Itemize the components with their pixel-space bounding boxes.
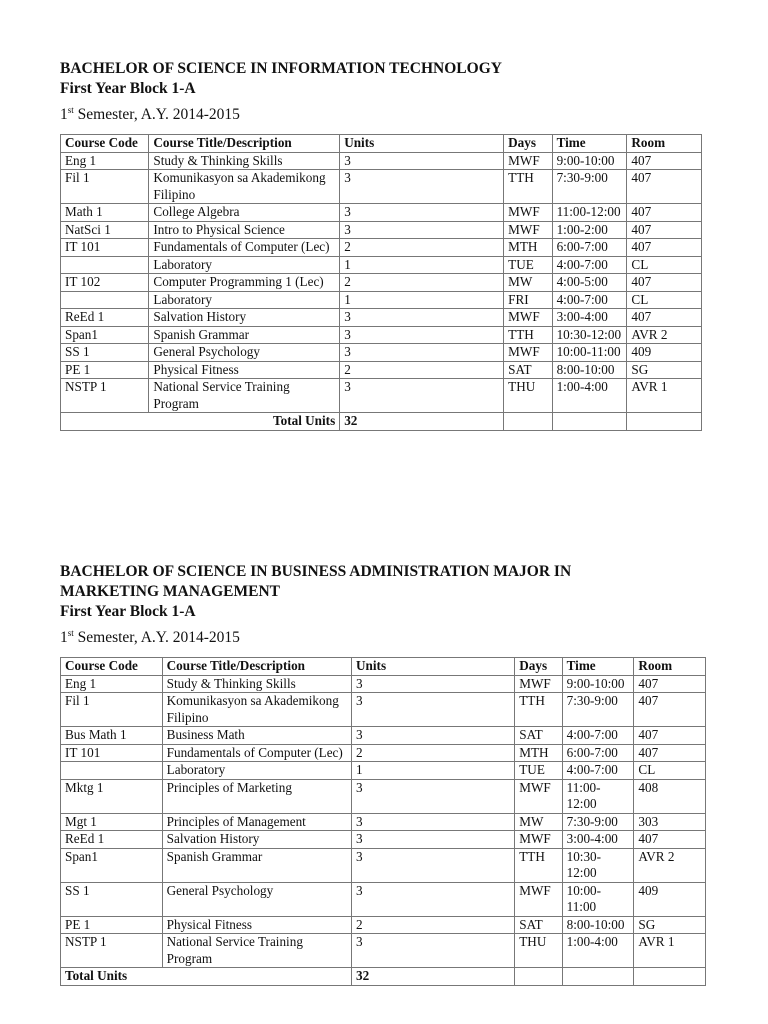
cell-units: 3	[352, 675, 515, 693]
table-row	[61, 916, 706, 934]
table-row	[61, 813, 706, 831]
cell-days: MTH	[504, 239, 552, 257]
block-label: First Year Block 1-A	[60, 603, 196, 620]
cell-room: SG	[627, 361, 702, 379]
cell-course-title: Fundamentals of Computer (Lec)	[162, 744, 351, 762]
cell-days: MWF	[504, 204, 552, 222]
table-row	[61, 934, 706, 968]
table-row	[61, 675, 706, 693]
cell-days: THU	[504, 379, 552, 413]
cell-days: TTH	[504, 326, 552, 344]
table-cell	[634, 968, 706, 986]
semester-label: 1st Semester, A.Y. 2014-2015	[60, 628, 240, 647]
cell-time: 6:00-7:00	[562, 744, 634, 762]
cell-course-title: Salvation History	[162, 831, 351, 849]
table-cell	[504, 413, 552, 431]
cell-units: 3	[340, 152, 504, 170]
cell-course-code: IT 102	[61, 274, 149, 292]
cell-course-code	[61, 256, 149, 274]
cell-course-code: Mktg 1	[61, 779, 163, 813]
cell-course-title: National Service Training Program	[162, 934, 351, 968]
table-row	[61, 831, 706, 849]
cell-time: 4:00-7:00	[562, 762, 634, 780]
cell-units: 2	[340, 274, 504, 292]
cell-units: 3	[352, 693, 515, 727]
cell-time: 3:00-4:00	[562, 831, 634, 849]
cell-units: 3	[340, 344, 504, 362]
cell-course-title: Principles of Marketing	[162, 779, 351, 813]
cell-days: MWF	[504, 221, 552, 239]
cell-units: 3	[352, 831, 515, 849]
cell-days: THU	[515, 934, 562, 968]
cell-time: 1:00-4:00	[552, 379, 627, 413]
cell-course-code: Fil 1	[61, 693, 163, 727]
cell-days: TTH	[515, 848, 562, 882]
cell-room: CL	[634, 762, 706, 780]
table-row	[61, 762, 706, 780]
cell-course-title: Salvation History	[149, 309, 340, 327]
cell-time: 8:00-10:00	[562, 916, 634, 934]
cell-course-code: Fil 1	[61, 170, 149, 204]
cell-units: 3	[352, 779, 515, 813]
cell-units: 3	[340, 170, 504, 204]
cell-course-title: General Psychology	[149, 344, 340, 362]
cell-days: MW	[504, 274, 552, 292]
cell-days: SAT	[504, 361, 552, 379]
cell-time: 11:00-12:00	[562, 779, 634, 813]
cell-days: FRI	[504, 291, 552, 309]
cell-room: SG	[634, 916, 706, 934]
cell-course-code: ReEd 1	[61, 831, 163, 849]
cell-days: MWF	[515, 779, 562, 813]
cell-course-code: Span1	[61, 326, 149, 344]
cell-units: 3	[352, 848, 515, 882]
cell-course-title: General Psychology	[162, 882, 351, 916]
cell-room: 407	[634, 693, 706, 727]
cell-days: TTH	[515, 693, 562, 727]
schedule-table	[60, 134, 702, 431]
cell-time: 11:00-12:00	[552, 204, 627, 222]
cell-room: AVR 1	[634, 934, 706, 968]
cell-course-title: Computer Programming 1 (Lec)	[149, 274, 340, 292]
cell-units: 3	[340, 204, 504, 222]
table-cell	[562, 968, 634, 986]
table-row	[61, 361, 702, 379]
semester-label: 1st Semester, A.Y. 2014-2015	[60, 105, 240, 124]
cell-units: 3	[340, 309, 504, 327]
cell-time: 4:00-7:00	[562, 727, 634, 745]
cell-units: 2	[340, 361, 504, 379]
cell-course-code: IT 101	[61, 239, 149, 257]
total-units-value: 32	[340, 413, 504, 431]
cell-room: 407	[627, 274, 702, 292]
header-days: Days	[515, 658, 562, 676]
cell-time: 9:00-10:00	[552, 152, 627, 170]
header-course-code: Course Code	[61, 658, 163, 676]
block-label: First Year Block 1-A	[60, 80, 196, 97]
cell-days: MWF	[504, 152, 552, 170]
cell-course-code: PE 1	[61, 916, 163, 934]
cell-course-title: Physical Fitness	[149, 361, 340, 379]
table-row	[61, 727, 706, 745]
header-room: Room	[634, 658, 706, 676]
cell-course-code: Mgt 1	[61, 813, 163, 831]
cell-time: 7:30-9:00	[562, 693, 634, 727]
cell-room: 407	[634, 675, 706, 693]
header-time: Time	[562, 658, 634, 676]
cell-course-code: SS 1	[61, 882, 163, 916]
cell-course-title: Laboratory	[149, 291, 340, 309]
cell-course-code: ReEd 1	[61, 309, 149, 327]
table-row	[61, 274, 702, 292]
cell-course-code: Span1	[61, 848, 163, 882]
cell-time: 3:00-4:00	[552, 309, 627, 327]
header-course-code: Course Code	[61, 135, 149, 153]
cell-days: MWF	[515, 675, 562, 693]
table-row	[61, 379, 702, 413]
cell-course-title: Komunikasyon sa Akademikong Filipino	[149, 170, 340, 204]
cell-days: TUE	[504, 256, 552, 274]
cell-units: 3	[340, 379, 504, 413]
cell-room: 407	[627, 204, 702, 222]
cell-course-title: Physical Fitness	[162, 916, 351, 934]
cell-course-title: Fundamentals of Computer (Lec)	[149, 239, 340, 257]
cell-days: SAT	[515, 916, 562, 934]
cell-course-code	[61, 291, 149, 309]
table-row	[61, 693, 706, 727]
cell-room: CL	[627, 291, 702, 309]
cell-time: 1:00-2:00	[552, 221, 627, 239]
cell-time: 4:00-5:00	[552, 274, 627, 292]
table-row	[61, 848, 706, 882]
cell-course-code: NSTP 1	[61, 379, 149, 413]
cell-units: 2	[352, 744, 515, 762]
cell-time: 7:30-9:00	[552, 170, 627, 204]
cell-time: 4:00-7:00	[552, 256, 627, 274]
cell-course-code: Eng 1	[61, 675, 163, 693]
table-cell	[627, 413, 702, 431]
cell-room: 408	[634, 779, 706, 813]
cell-units: 2	[340, 239, 504, 257]
cell-days: MW	[515, 813, 562, 831]
total-units-value: 32	[352, 968, 515, 986]
table-cell	[552, 413, 627, 431]
table-header-row	[61, 135, 702, 153]
header-room: Room	[627, 135, 702, 153]
cell-units: 3	[352, 934, 515, 968]
table-row	[61, 204, 702, 222]
cell-course-title: Laboratory	[149, 256, 340, 274]
cell-course-code: SS 1	[61, 344, 149, 362]
header-days: Days	[504, 135, 552, 153]
cell-time: 7:30-9:00	[562, 813, 634, 831]
cell-course-title: Spanish Grammar	[162, 848, 351, 882]
cell-room: AVR 1	[627, 379, 702, 413]
table-row	[61, 256, 702, 274]
cell-course-title: Study & Thinking Skills	[162, 675, 351, 693]
header-course-title: Course Title/Description	[162, 658, 351, 676]
cell-course-code: Bus Math 1	[61, 727, 163, 745]
header-course-title: Course Title/Description	[149, 135, 340, 153]
table-cell	[515, 968, 562, 986]
cell-course-code: PE 1	[61, 361, 149, 379]
cell-room: 407	[634, 831, 706, 849]
cell-room: 409	[634, 882, 706, 916]
total-row	[61, 413, 702, 431]
cell-units: 3	[340, 326, 504, 344]
cell-course-title: National Service Training Program	[149, 379, 340, 413]
header-time: Time	[552, 135, 627, 153]
table-row	[61, 309, 702, 327]
cell-room: 407	[634, 744, 706, 762]
table-row	[61, 291, 702, 309]
cell-units: 3	[352, 813, 515, 831]
header-units: Units	[352, 658, 515, 676]
cell-course-code: Eng 1	[61, 152, 149, 170]
cell-days: TTH	[504, 170, 552, 204]
cell-course-code: Math 1	[61, 204, 149, 222]
cell-course-title: Principles of Management	[162, 813, 351, 831]
cell-course-title: Intro to Physical Science	[149, 221, 340, 239]
header-units: Units	[340, 135, 504, 153]
table-header-row	[61, 658, 706, 676]
table-row	[61, 779, 706, 813]
cell-days: MWF	[504, 309, 552, 327]
cell-units: 3	[340, 221, 504, 239]
cell-course-title: Spanish Grammar	[149, 326, 340, 344]
cell-time: 8:00-10:00	[552, 361, 627, 379]
cell-units: 1	[340, 291, 504, 309]
cell-room: 407	[627, 152, 702, 170]
cell-time: 10:00-11:00	[562, 882, 634, 916]
cell-time: 10:00-11:00	[552, 344, 627, 362]
cell-units: 2	[352, 916, 515, 934]
cell-days: MWF	[504, 344, 552, 362]
cell-time: 10:30-12:00	[552, 326, 627, 344]
cell-course-code: NatSci 1	[61, 221, 149, 239]
cell-days: TUE	[515, 762, 562, 780]
cell-course-title: Business Math	[162, 727, 351, 745]
cell-course-title: College Algebra	[149, 204, 340, 222]
cell-time: 1:00-4:00	[562, 934, 634, 968]
cell-units: 3	[352, 882, 515, 916]
total-row	[61, 968, 706, 986]
cell-units: 1	[352, 762, 515, 780]
cell-room: 303	[634, 813, 706, 831]
cell-course-title: Laboratory	[162, 762, 351, 780]
table-row	[61, 170, 702, 204]
cell-units: 3	[352, 727, 515, 745]
program-section-bsit	[60, 59, 702, 431]
cell-time: 9:00-10:00	[562, 675, 634, 693]
cell-course-code: NSTP 1	[61, 934, 163, 968]
cell-time: 4:00-7:00	[552, 291, 627, 309]
table-row	[61, 882, 706, 916]
table-row	[61, 744, 706, 762]
cell-days: MWF	[515, 831, 562, 849]
program-title: BACHELOR OF SCIENCE IN INFORMATION TECHNOLOGY	[60, 60, 502, 77]
cell-course-code: IT 101	[61, 744, 163, 762]
schedule-table	[60, 657, 706, 986]
cell-room: CL	[627, 256, 702, 274]
total-units-label: Total Units	[61, 413, 340, 431]
cell-room: 407	[627, 221, 702, 239]
cell-room: 407	[627, 239, 702, 257]
cell-time: 6:00-7:00	[552, 239, 627, 257]
cell-course-title: Komunikasyon sa Akademikong Filipino	[162, 693, 351, 727]
cell-course-title: Study & Thinking Skills	[149, 152, 340, 170]
table-row	[61, 326, 702, 344]
cell-room: 407	[634, 727, 706, 745]
cell-room: 407	[627, 170, 702, 204]
cell-room: AVR 2	[627, 326, 702, 344]
program-section-bsba	[60, 562, 675, 986]
cell-days: MWF	[515, 882, 562, 916]
table-row	[61, 152, 702, 170]
cell-room: 407	[627, 309, 702, 327]
total-units-label: Total Units	[61, 968, 352, 986]
cell-time: 10:30-12:00	[562, 848, 634, 882]
program-title: BACHELOR OF SCIENCE IN BUSINESS ADMINISTRATION MAJOR IN MARKETING MANAGEMENT	[60, 563, 572, 600]
cell-days: MTH	[515, 744, 562, 762]
cell-days: SAT	[515, 727, 562, 745]
cell-room: AVR 2	[634, 848, 706, 882]
cell-units: 1	[340, 256, 504, 274]
table-row	[61, 239, 702, 257]
cell-course-code	[61, 762, 163, 780]
table-row	[61, 344, 702, 362]
table-row	[61, 221, 702, 239]
cell-room: 409	[627, 344, 702, 362]
